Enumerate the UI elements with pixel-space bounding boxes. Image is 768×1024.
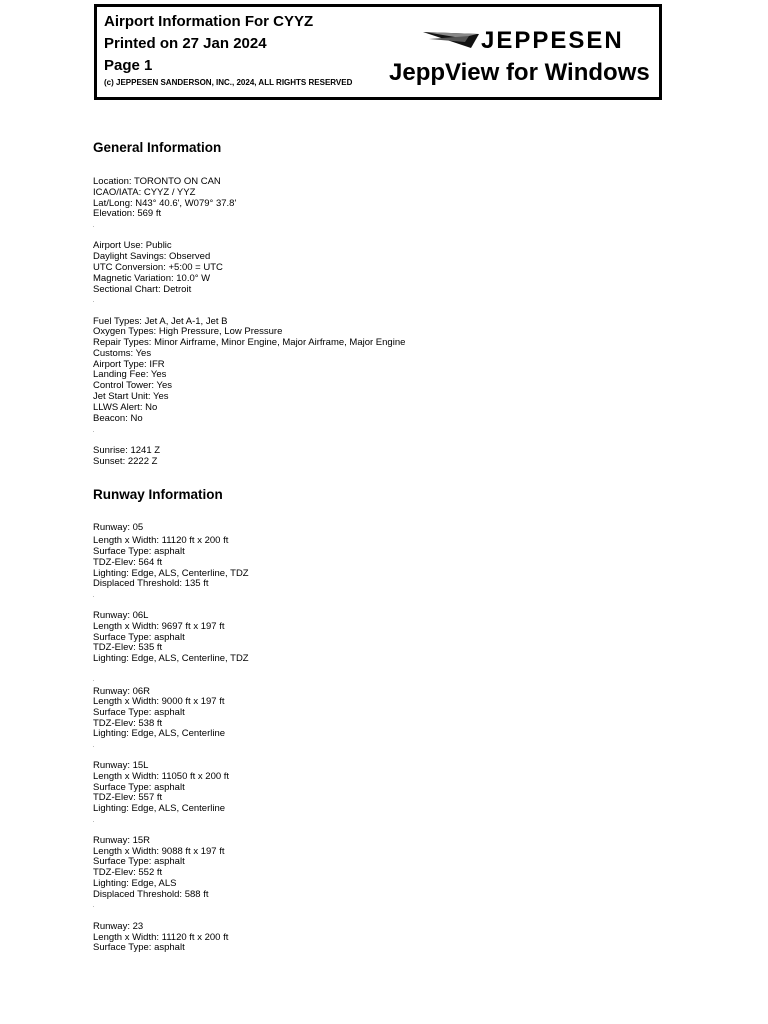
location: Location: TORONTO ON CAN — [93, 176, 221, 187]
runway-surface: Surface Type: asphalt — [93, 782, 185, 793]
runway-lighting: Lighting: Edge, ALS, Centerline, TDZ — [93, 653, 249, 664]
separator-dot — [93, 680, 94, 681]
jet-start-unit: Jet Start Unit: Yes — [93, 391, 169, 402]
elevation: Elevation: 569 ft — [93, 208, 162, 219]
separator-dot — [93, 431, 94, 432]
separator-dot — [93, 226, 94, 227]
separator-dot — [93, 596, 94, 597]
runway-id: Runway: 15R — [93, 835, 151, 846]
runway-id: Runway: 05 — [93, 522, 144, 533]
runway-lighting: Lighting: Edge, ALS, Centerline — [93, 803, 226, 814]
general-info-heading: General Information — [93, 140, 222, 155]
runway-tdz-elev: TDZ-Elev: 552 ft — [93, 867, 163, 878]
runway-surface: Surface Type: asphalt — [93, 707, 185, 718]
sectional-chart: Sectional Chart: Detroit — [93, 284, 192, 295]
runway-surface: Surface Type: asphalt — [93, 856, 185, 867]
runway-dimensions: Length x Width: 9088 ft x 197 ft — [93, 846, 225, 857]
runway-lighting: Lighting: Edge, ALS — [93, 878, 177, 889]
runway-surface: Surface Type: asphalt — [93, 632, 185, 643]
runway-info-heading: Runway Information — [93, 487, 223, 502]
runway-id: Runway: 15L — [93, 760, 149, 771]
icao-iata: ICAO/IATA: CYYZ / YYZ — [93, 187, 196, 198]
fuel-types: Fuel Types: Jet A, Jet A-1, Jet B — [93, 316, 228, 327]
runway-surface: Surface Type: asphalt — [93, 546, 185, 557]
runway-id: Runway: 23 — [93, 921, 144, 932]
lat-long: Lat/Long: N43° 40.6', W079° 37.8' — [93, 198, 237, 209]
jeppesen-logo — [421, 26, 651, 54]
sunset: Sunset: 2222 Z — [93, 456, 158, 467]
beacon: Beacon: No — [93, 413, 143, 424]
runway-dimensions: Length x Width: 11120 ft x 200 ft — [93, 535, 229, 546]
jeppesen-swoosh-icon — [421, 26, 481, 54]
separator-dot — [93, 746, 94, 747]
utc-conversion: UTC Conversion: +5:00 = UTC — [93, 262, 223, 273]
runway-tdz-elev: TDZ-Elev: 538 ft — [93, 718, 163, 729]
runway-dimensions: Length x Width: 11050 ft x 200 ft — [93, 771, 230, 782]
airport-use: Airport Use: Public — [93, 240, 172, 251]
runway-id: Runway: 06L — [93, 610, 149, 621]
product-name: JeppView for Windows — [389, 59, 650, 86]
airport-type: Airport Type: IFR — [93, 359, 165, 370]
separator-dot — [93, 821, 94, 822]
runway-displaced-threshold: Displaced Threshold: 588 ft — [93, 889, 209, 900]
jeppesen-wordmark: JEPPESEN — [481, 27, 624, 54]
runway-dimensions: Length x Width: 11120 ft x 200 ft — [93, 932, 229, 943]
llws-alert: LLWS Alert: No — [93, 402, 158, 413]
oxygen-types: Oxygen Types: High Pressure, Low Pressure — [93, 326, 283, 337]
runway-tdz-elev: TDZ-Elev: 564 ft — [93, 557, 163, 568]
runway-lighting: Lighting: Edge, ALS, Centerline, TDZ — [93, 568, 249, 579]
runway-tdz-elev: TDZ-Elev: 557 ft — [93, 792, 163, 803]
printed-date: Printed on 27 Jan 2024 — [104, 35, 267, 52]
control-tower: Control Tower: Yes — [93, 380, 173, 391]
runway-lighting: Lighting: Edge, ALS, Centerline — [93, 728, 226, 739]
runway-id: Runway: 06R — [93, 686, 151, 697]
runway-tdz-elev: TDZ-Elev: 535 ft — [93, 642, 163, 653]
landing-fee: Landing Fee: Yes — [93, 369, 167, 380]
runway-displaced-threshold: Displaced Threshold: 135 ft — [93, 578, 209, 589]
magnetic-variation: Magnetic Variation: 10.0° W — [93, 273, 211, 284]
runway-dimensions: Length x Width: 9000 ft x 197 ft — [93, 696, 225, 707]
page-number: Page 1 — [104, 57, 153, 74]
document-header — [94, 4, 662, 100]
separator-dot — [93, 906, 94, 907]
daylight-savings: Daylight Savings: Observed — [93, 251, 211, 262]
header-title: Airport Information For CYYZ — [104, 13, 314, 30]
customs: Customs: Yes — [93, 348, 152, 359]
separator-dot — [93, 301, 94, 302]
runway-dimensions: Length x Width: 9697 ft x 197 ft — [93, 621, 225, 632]
sunrise: Sunrise: 1241 Z — [93, 445, 161, 456]
repair-types: Repair Types: Minor Airframe, Minor Engine, Major Airframe, Major Engine — [93, 337, 406, 348]
runway-surface: Surface Type: asphalt — [93, 942, 185, 953]
copyright-notice: (c) JEPPESEN SANDERSON, INC., 2024, ALL RIGHTS RESERVED — [104, 78, 353, 87]
